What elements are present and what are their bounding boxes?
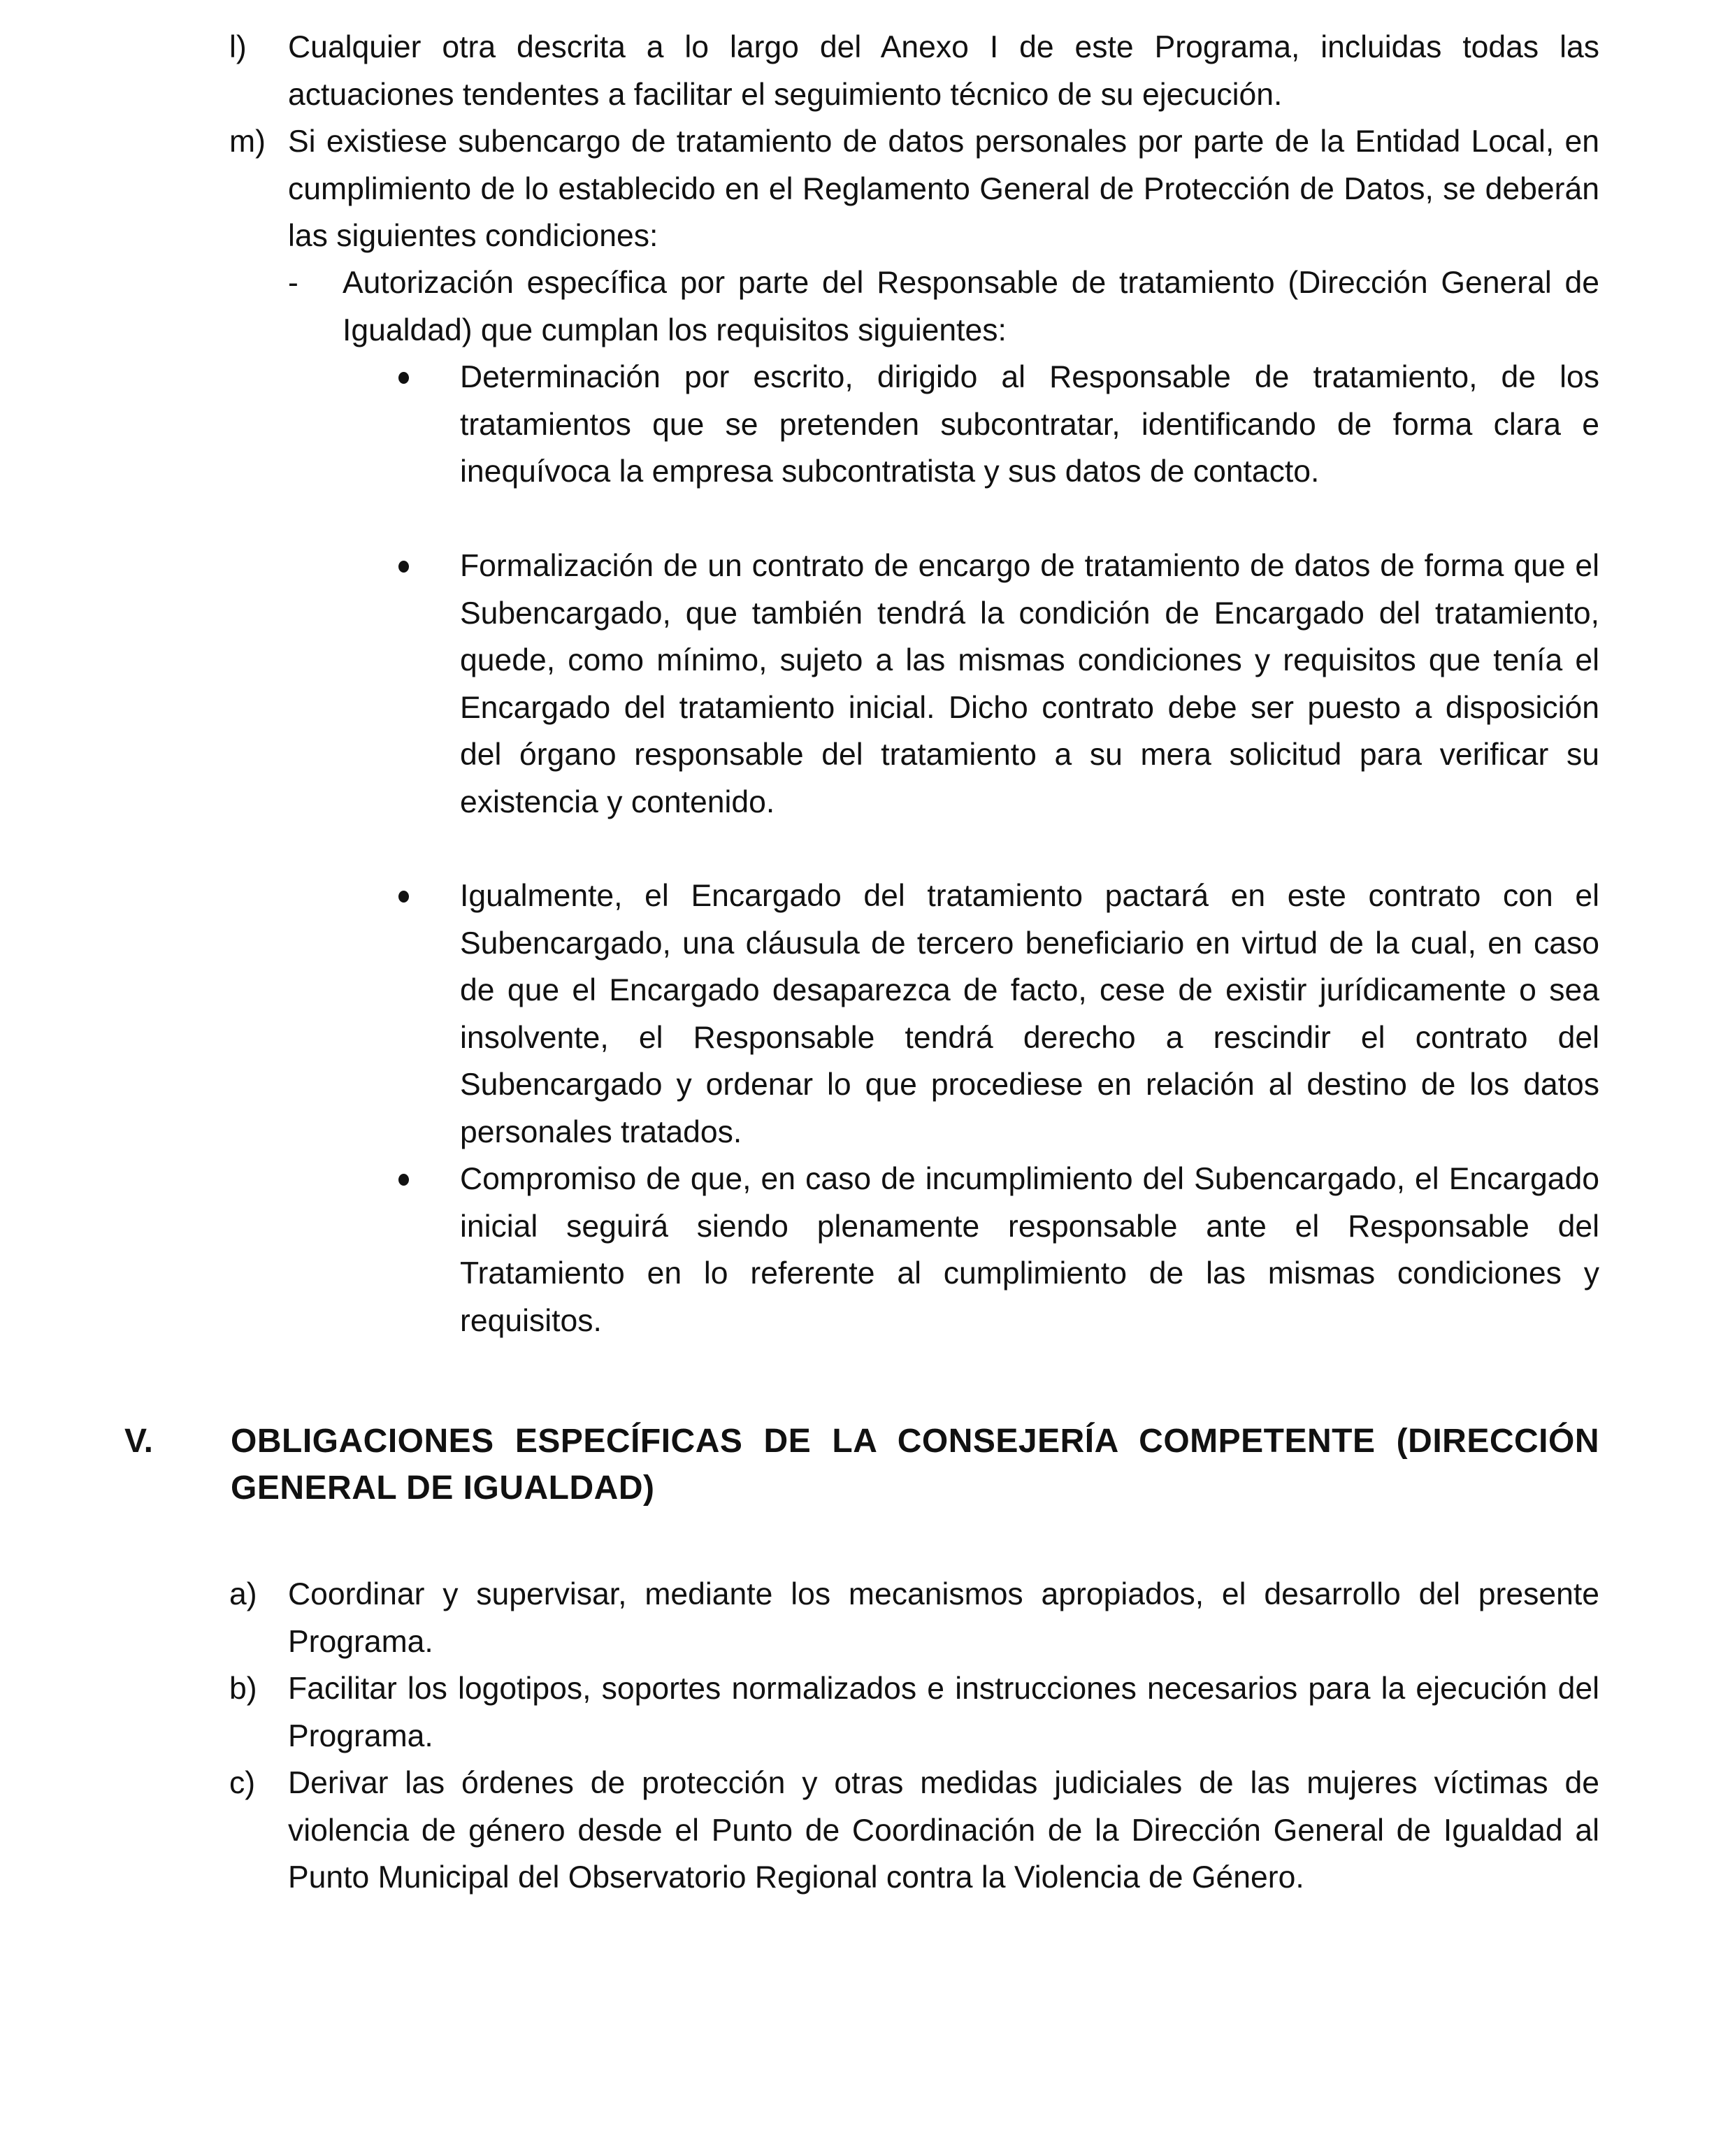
list-marker: m) [229,124,266,159]
bullet-item [398,542,1599,826]
list-item-c [229,1760,1599,1902]
section-number: V. [124,1423,153,1460]
dash-item [288,259,1599,354]
list-marker: l) [229,30,247,64]
bullet-icon [398,1174,409,1186]
list-item-l [229,24,1599,118]
list-item-text: Derivar las órdenes de protección y otras medidas judiciales de las mujeres víctimas de violencia de género desde el Punto de Coordinación de la Dirección General de Igualdad al Punto Municipal del Observatorio Regional contra la Violencia de Género. [288,1766,1599,1895]
bullet-icon [398,891,409,903]
bullet-item [398,354,1599,496]
list-item-text: Coordinar y supervisar, mediante los mecanismos apropiados, el desarrollo del presente Programa. [288,1577,1599,1659]
list-marker: c) [229,1766,256,1800]
bullet-item [398,1156,1599,1344]
list-item-m [229,118,1599,260]
bullet-icon [398,561,409,573]
bullet-icon [398,372,409,384]
bullet-text: Formalización de un contrato de encargo de tratamiento de datos de forma que el Subencargado, que también tendrá la condición de Encargado del tratamiento, quede, como mínimo, sujeto a las mismas condiciones y requisitos que tenía el Encargado del tratamiento inicial. Dicho contrato debe ser puesto a disposición del órgano responsable del tratamiento a su mera solicitud para verificar su existencia y contenido. [460,549,1599,819]
dash-marker: - [288,266,298,300]
bullet-text: Compromiso de que, en caso de incumplimiento del Subencargado, el Encargado inicial seguirá siendo plenamente responsable ante el Responsable del Tratamiento en lo referente al cumplimiento de las mismas condiciones y requisitos. [460,1162,1599,1338]
list-item-text: Facilitar los logotipos, soportes normalizados e instrucciones necesarios para la ejecución del Programa. [288,1672,1599,1753]
section-heading [124,1418,1599,1511]
bullet-text: Determinación por escrito, dirigido al Responsable de tratamiento, de los tratamientos que se pretenden subcontratar, identificando de forma clara e inequívoca la empresa subcontratista y sus datos de contacto. [460,360,1599,489]
list-item-text: Si existiese subencargo de tratamiento de datos personales por parte de la Entidad Local, en cumplimiento de lo establecido en el Reglamento General de Protección de Datos, se deberán las siguientes condiciones: [288,124,1599,253]
list-item-a [229,1571,1599,1665]
list-marker: b) [229,1672,257,1706]
list-marker: a) [229,1577,257,1611]
bullet-text: Igualmente, el Encargado del tratamiento pactará en este contrato con el Subencargado, una cláusula de tercero beneficiario en virtud de la cual, en caso de que el Encargado desaparezca de facto, cese de existir jurídicamente o sea insolvente, el Responsable tendrá derecho a rescindir el contrato del Subencargado y ordenar lo que procediese en relación al destino de los datos personales tratados. [460,879,1599,1149]
list-item-b [229,1665,1599,1760]
bullet-item [398,872,1599,1156]
section-title: OBLIGACIONES ESPECÍFICAS DE LA CONSEJERÍA COMPETENTE (DIRECCIÓN GENERAL DE IGUALDAD) [231,1423,1599,1507]
list-item-text: Cualquier otra descrita a lo largo del Anexo I de este Programa, incluidas todas las actuaciones tendentes a facilitar el seguimiento técnico de su ejecución. [288,30,1599,112]
dash-item-text: Autorización específica por parte del Responsable de tratamiento (Dirección General de Igualdad) que cumplan los requisitos siguientes: [343,266,1599,347]
